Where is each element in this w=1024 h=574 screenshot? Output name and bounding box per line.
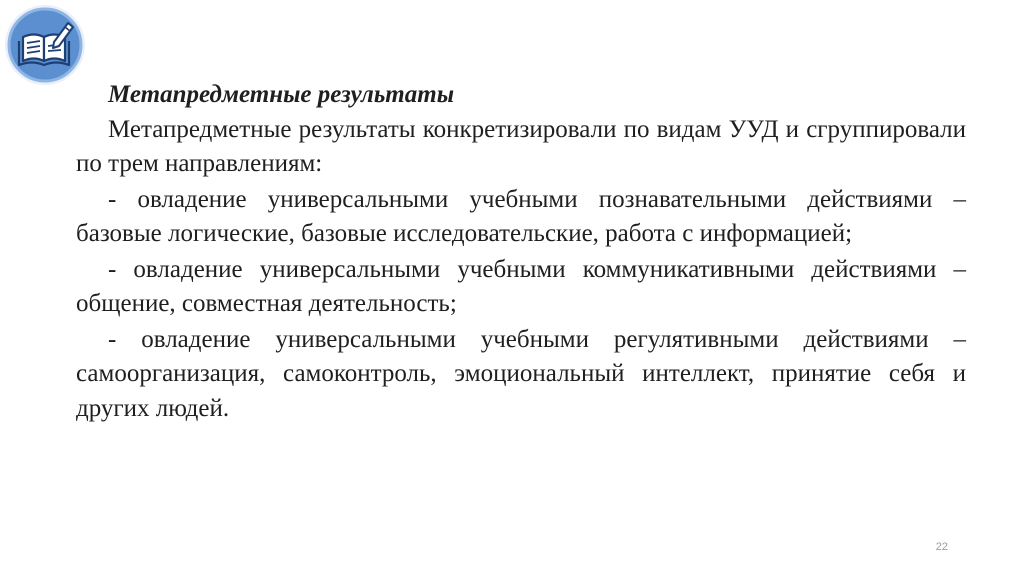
paragraph-cognitive: - овладение универсальными учебными познавательными действиями – базовые логические, базовые исследовательские, работа с информацией;: [76, 185, 966, 247]
paragraph-intro: Метапредметные результаты конкретизировали по видам УУД и сгруппировали по трем направлениям:: [76, 115, 966, 177]
page-number: 22: [935, 541, 948, 553]
slide-heading: Метапредметные результаты: [108, 81, 455, 108]
logo: [4, 4, 86, 86]
paragraph-regulatory: - овладение универсальными учебными регулятивными действиями – самоорганизация, самоконтроль, эмоциональный интеллект, принятие себя и других людей.: [76, 325, 966, 422]
open-book-pencil-icon: [4, 4, 86, 86]
slide-content: [76, 78, 966, 427]
paragraph-communicative: - овладение универсальными учебными коммуникативными действиями – общение, совместная деятельность;: [76, 255, 966, 317]
